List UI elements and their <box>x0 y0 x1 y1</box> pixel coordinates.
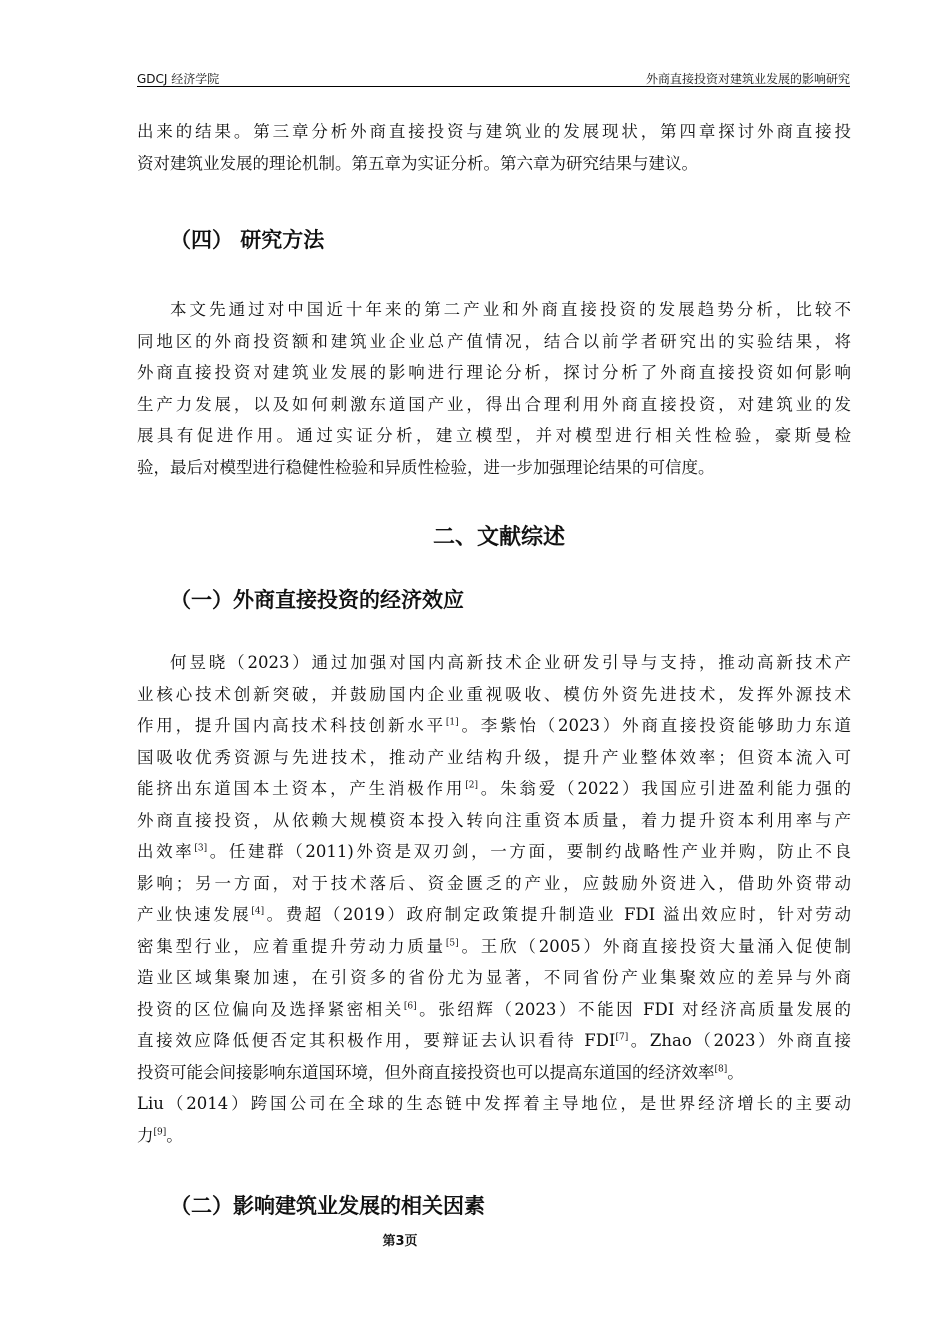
subsection-heading-fdi-effects: （一）外商直接投资的经济效应 <box>170 588 464 612</box>
literature-text: 产业快速发展 <box>137 905 252 924</box>
literature-line <box>137 899 851 931</box>
literature-text: 。费超（2019）政府制定政策提升制造业 FDI 溢出效应时，针对劳动 <box>264 905 851 924</box>
citation-ref: [1] <box>445 717 459 728</box>
citation-ref: [5] <box>445 938 459 948</box>
literature-text: 投资的区位偏向及选择紧密相关 <box>137 999 404 1019</box>
literature-line <box>137 868 851 900</box>
methods-paragraph <box>137 294 851 483</box>
header-paper-title: 外商直接投资对建筑业发展的影响研究 <box>645 72 850 86</box>
intro-line: 资对建筑业发展的理论机制。第五章为实证分析。第六章为研究结果与建议。 <box>137 153 698 173</box>
citation-ref: [6] <box>403 1001 417 1011</box>
literature-paragraph <box>137 647 851 1151</box>
intro-paragraph <box>137 116 851 179</box>
literature-line <box>137 679 851 711</box>
literature-text: 出效率 <box>137 842 195 861</box>
methods-line: 本文先通过对中国近十年来的第二产业和外商直接投资的发展趋势分析，比较不 <box>170 300 851 319</box>
literature-text: 密集型行业，应着重提升劳动力质量 <box>137 936 446 956</box>
running-header <box>137 70 850 87</box>
methods-line: 生产力发展，以及如何刺激东道国产业，得出合理利用外商直接投资，对建筑业的发 <box>137 394 851 414</box>
literature-text: Liu（2014）跨国公司在全球的生态链中发挥着主导地位，是世界经济增长的主要动 <box>137 1094 851 1113</box>
literature-line <box>137 773 851 805</box>
literature-line <box>137 1088 851 1120</box>
literature-line <box>137 742 851 774</box>
literature-text: 。任建群（2011)外资是双刃剑，一方面，要制约战略性产业并购，防止不良 <box>207 842 851 861</box>
citation-ref: [4] <box>251 906 265 917</box>
literature-line <box>137 805 851 837</box>
citation-ref: [7] <box>615 1032 629 1043</box>
literature-text: 作用，提升国内高技术科技创新水平 <box>137 716 446 735</box>
literature-line <box>137 962 851 994</box>
literature-text: 业核心技术创新突破，并鼓励国内企业重视吸收、模仿外资先进技术，发挥外源技术 <box>137 684 851 704</box>
chapter-heading-literature-review: 二、文献综述 <box>433 525 566 550</box>
literature-line <box>137 836 851 868</box>
literature-text: 直接效应降低便否定其积极作用，要辩证去认识看待 FDI <box>137 1031 616 1050</box>
literature-text: 能挤出东道国本土资本，产生消极作用 <box>137 779 466 798</box>
literature-line <box>137 710 851 742</box>
literature-text: 。 <box>166 1125 183 1145</box>
methods-line: 展具有促进作用。通过实证分析，建立模型，并对模型进行相关性检验，豪斯曼检 <box>137 426 851 445</box>
intro-line: 出来的结果。第三章分析外商直接投资与建筑业的发展现状，第四章探讨外商直接投 <box>137 122 851 141</box>
header-institution: GDCJ 经济学院 <box>137 72 220 86</box>
literature-text: 力 <box>137 1125 154 1145</box>
section-heading-methods: （四） 研究方法 <box>170 228 325 252</box>
literature-line <box>137 994 851 1026</box>
literature-line <box>137 1057 851 1089</box>
citation-ref: [2] <box>465 780 478 791</box>
methods-line: 验，最后对模型进行稳健性检验和异质性检验，进一步加强理论结果的可信度。 <box>137 457 715 477</box>
literature-line <box>137 1025 851 1057</box>
page-number: 第3页 <box>382 1234 418 1249</box>
literature-text: 造业区域集聚加速，在引资多的省份尤为显著，不同省份产业集聚效应的差异与外商 <box>137 968 851 987</box>
literature-text: 影响；另一方面，对于技术落后、资金匮乏的产业，应鼓励外资进入，借助外资带动 <box>137 873 851 893</box>
literature-line <box>137 1120 851 1152</box>
methods-line: 外商直接投资对建筑业发展的影响进行理论分析，探讨分析了外商直接投资如何影响 <box>137 363 851 382</box>
citation-ref: [8] <box>714 1064 728 1074</box>
subsection-heading-construction-factors: （二）影响建筑业发展的相关因素 <box>170 1194 485 1218</box>
citation-ref: [3] <box>194 843 208 854</box>
literature-text: 。 <box>727 1062 744 1082</box>
literature-text: 国吸收优秀资源与先进技术，推动产业结构升级，提升产业整体效率；但资本流入可 <box>137 747 851 767</box>
literature-text: 。朱翁爱（2022）我国应引进盈利能力强的 <box>477 779 852 798</box>
literature-text: 。王欣（2005）外商直接投资大量涌入促使制 <box>458 936 851 956</box>
literature-text: 。张绍辉（2023）不能因 FDI 对经济高质量发展的 <box>416 999 851 1019</box>
literature-text: 。李紫怡（2023）外商直接投资能够助力东道 <box>458 716 851 735</box>
literature-text: 外商直接投资，从依赖大规模资本投入转向注重资本质量，着力提升资本利用率与产 <box>137 810 851 830</box>
literature-line <box>137 931 851 963</box>
literature-text: 投资可能会间接影响东道国环境，但外商直接投资也可以提高东道国的经济效率 <box>137 1062 715 1082</box>
citation-ref: [9] <box>153 1127 167 1137</box>
literature-text: 何昱晓（2023）通过加强对国内高新技术企业研发引导与支持，推动高新技术产 <box>170 653 851 672</box>
methods-line: 同地区的外商投资额和建筑业企业总产值情况，结合以前学者研究出的实验结果，将 <box>137 331 851 351</box>
literature-line <box>137 647 851 679</box>
literature-text: 。Zhao（2023）外商直接 <box>628 1031 851 1050</box>
